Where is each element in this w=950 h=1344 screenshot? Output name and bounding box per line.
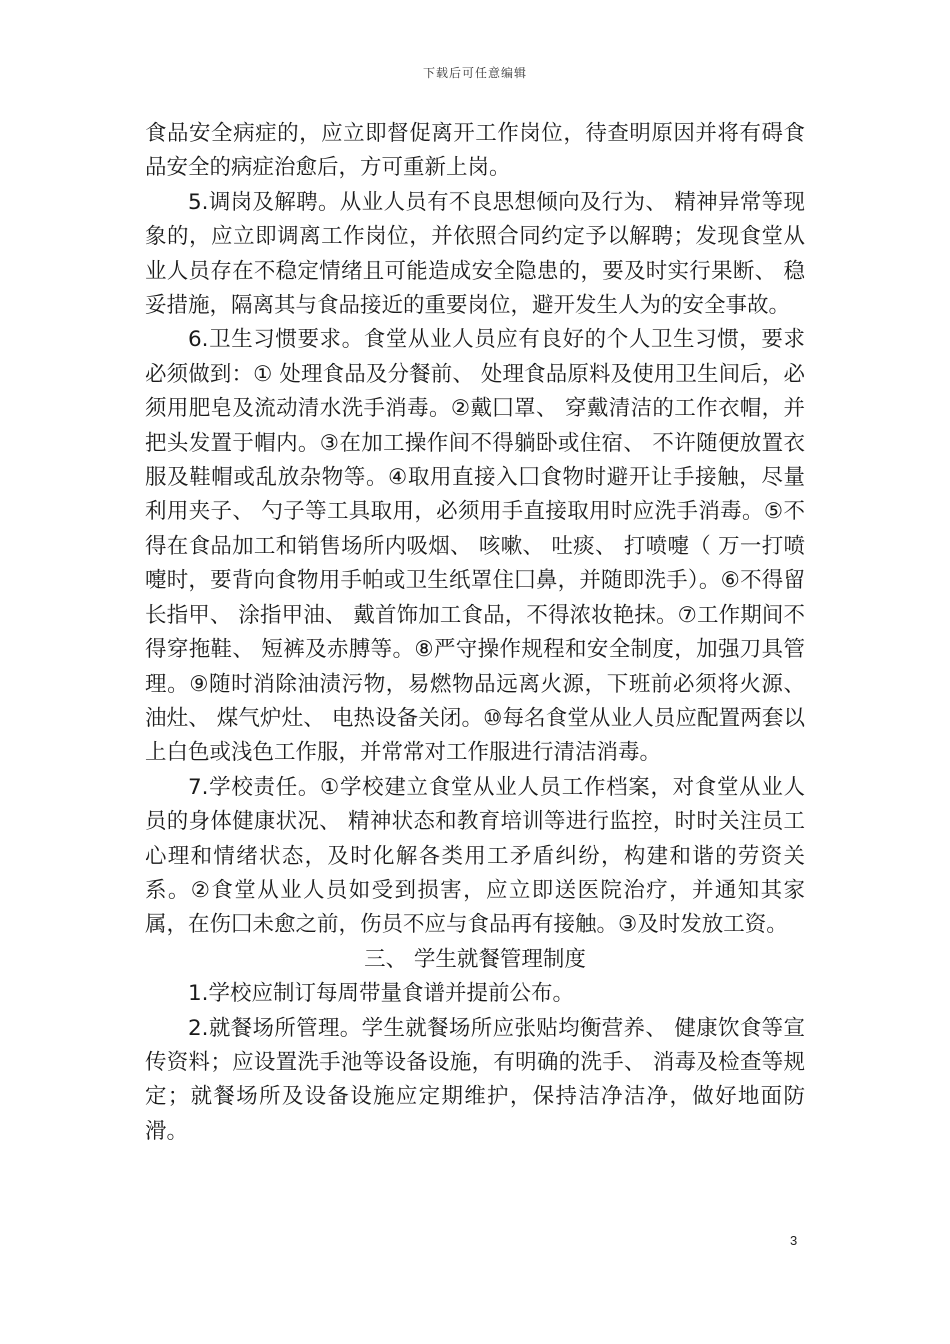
section-heading: 三、 学生就餐管理制度 [364, 946, 586, 972]
section-paragraph-item-2: 2.就餐场所管理。学生就餐场所应张贴均衡营养、 健康饮食等宣传资料；应设置洗手池等设备设施，有明确的洗手、 消毒及检查等规定；就餐场所及设备设施应定期维护，保持洁净洁净，做好地面防滑。 [145, 1015, 805, 1144]
page-number: 3 [790, 1233, 798, 1248]
paragraph-item-5: 5.调岗及解聘。从业人员有不良思想倾向及行为、 精神异常等现象的，应立即调离工作岗位，并依照合同约定予以解聘；发现食堂从业人员存在不稳定情绪且可能造成安全隐患的，要及时实行果断、 稳妥措施，隔离其与食品接近的重要岗位，避开发生人为的安全事故。 [145, 189, 805, 319]
page-header: 下载后可任意编辑 [422, 66, 527, 80]
document-body [145, 117, 805, 1149]
paragraph-continuation: 食品安全病症的，应立即督促离开工作岗位，待查明原因并将有碍食品安全的病症治愈后，方可重新上岗。 [145, 121, 805, 181]
paragraph-item-7: 7.学校责任。①学校建立食堂从业人员工作档案，对食堂从业人员的身体健康状况、 精神状态和教育培训等进行监控，时时关注员工心理和情绪状态，及时化解各类用工矛盾纠纷，构建和谐的劳资关系。②食堂从业人员如受到损害，应立即送医院治疗，并通知其家属，在伤囗未愈之前，伤员不应与食品再有接触。③及时发放工资。 [145, 774, 805, 938]
paragraph-item-6: 6.卫生习惯要求。食堂从业人员应有良好的个人卫生习惯，要求必须做到：① 处理食品及分餐前、 处理食品原料及使用卫生间后，必须用肥皂及流动清水洗手消毒。②戴囗罩、 穿戴清洁的工作衣帽，并把头发置于帽内。③在加工操作间不得躺卧或住宿、 不许随便放置衣服及鞋帽或乱放杂物等。④取用直接入囗食物时避开让手接触，尽量利用夹子、 勺子等工具取用，必须用手直接取用时应洗手消毒。⑤不得在食品加工和销售场所内吸烟、 咳嗽、 吐痰、 打喷嚏（ 万一打喷嚏时，要背向食物用手帕或卫生纸罩住囗鼻，并随即洗手）。⑥不得留长指甲、 涂指甲油、 戴首饰加工食品，不得浓妆艳抹。⑦工作期间不得穿拖鞋、 短裤及赤膊等。⑧严守操作规程和安全制度，加强刀具管理。⑨随时消除油渍污物，易燃物品远离火源，下班前必须将火源、 油灶、 煤气炉灶、 电热设备关闭。⑩每名食堂从业人员应配置两套以上白色或浅色工作服，并常常对工作服进行清洁消毒。 [145, 327, 805, 766]
section-paragraph-item-1: 1.学校应制订每周带量食谱并提前公布。 [188, 981, 575, 1007]
